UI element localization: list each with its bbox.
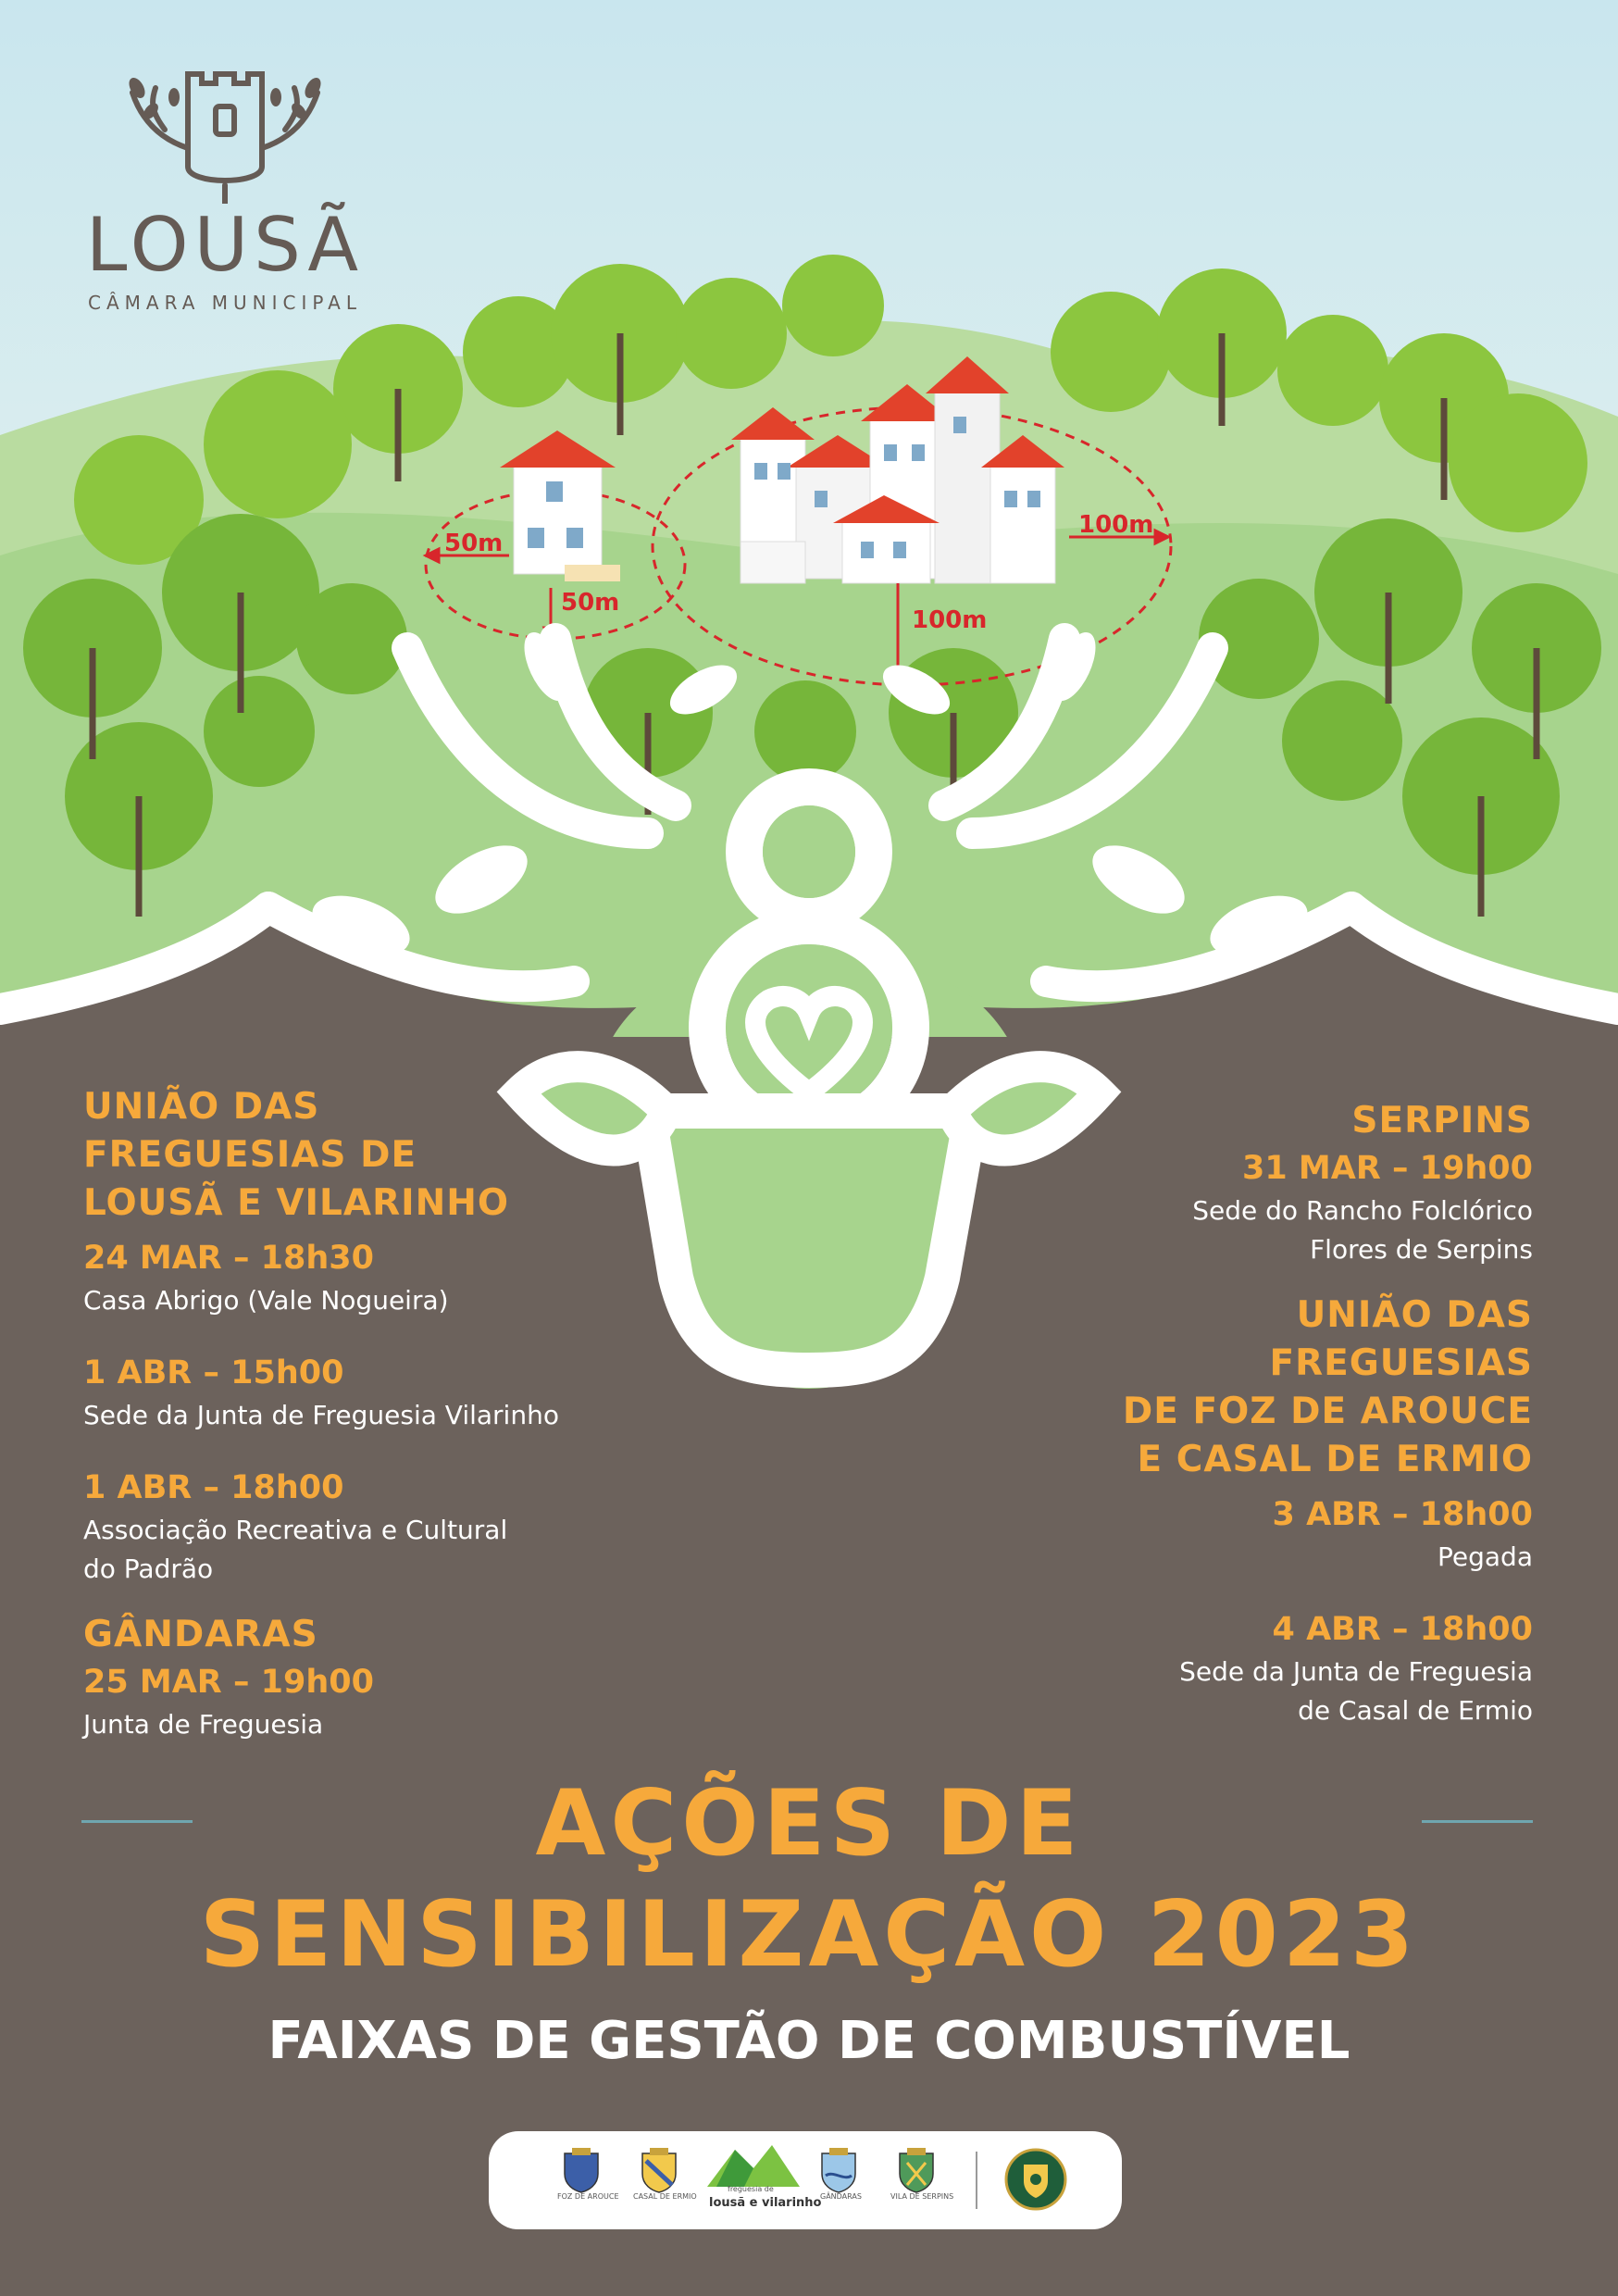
- distance-label-village-right: 100m: [1078, 511, 1154, 539]
- session-date: 3 ABR – 18h00: [1272, 1496, 1533, 1533]
- session-place: Sede da Junta de Freguesia Vilarinho: [83, 1400, 559, 1430]
- region-foz-de-arouce-casal-de-ermio: [1014, 1292, 1533, 1484]
- distance-label-house: 50m: [561, 589, 620, 617]
- main-title-line2: SENSIBILIZAÇÃO 2023: [199, 1882, 1419, 1988]
- session-date: 4 ABR – 18h00: [1272, 1611, 1533, 1648]
- session-date: 31 MAR – 19h00: [1242, 1150, 1533, 1187]
- session-place: do Padrão: [83, 1554, 214, 1584]
- logo-subtitle: CÂMARA MUNICIPAL: [88, 292, 362, 314]
- main-title-line1: AÇÕES DE: [535, 1771, 1083, 1877]
- lousa-vilarinho-mountain-icon: [707, 2140, 800, 2187]
- session-date: 1 ABR – 18h00: [83, 1469, 344, 1506]
- region-line: E CASAL DE ERMIO: [1137, 1439, 1533, 1480]
- region-lousa-vilarinho: [83, 1083, 602, 1228]
- region-line: FREGUESIAS DE: [83, 1134, 417, 1176]
- session-place: Pegada: [1438, 1541, 1533, 1572]
- session-place: Flores de Serpins: [1310, 1234, 1533, 1265]
- session-date: 1 ABR – 15h00: [83, 1354, 344, 1391]
- region-line: LOUSÃ E VILARINHO: [83, 1182, 510, 1224]
- sponsor-vila-de-serpins: VILA DE SERPINS: [890, 2192, 954, 2201]
- sponsor-bar: [489, 2131, 1122, 2229]
- session-place: Associação Recreativa e Cultural: [83, 1515, 508, 1545]
- region-line: SERPINS: [1351, 1100, 1533, 1142]
- schedule-right-column: [1014, 1097, 1533, 1730]
- region-line: UNIÃO DAS: [1296, 1294, 1533, 1336]
- region-serpins: [1014, 1097, 1533, 1145]
- foz-de-arouce-crest-icon: [561, 2148, 602, 2194]
- distance-label-left: 50m: [444, 530, 504, 557]
- session-place: Junta de Freguesia: [83, 1709, 324, 1740]
- sponsor-casal-de-ermio: CASAL DE ERMIO: [633, 2192, 697, 2201]
- sponsor-lousa-vilarinho-small: freguesia de: [728, 2185, 774, 2193]
- sponsor-foz-de-arouce: FOZ DE AROUCE: [557, 2192, 619, 2201]
- region-line: GÂNDARAS: [83, 1614, 318, 1655]
- session-date: 25 MAR – 19h00: [83, 1664, 374, 1701]
- session-date: 24 MAR – 18h30: [83, 1240, 374, 1277]
- region-line: FREGUESIAS: [1269, 1342, 1533, 1384]
- vila-de-serpins-crest-icon: [896, 2148, 937, 2194]
- region-line: UNIÃO DAS: [83, 1086, 320, 1128]
- session-place: Casa Abrigo (Vale Nogueira): [83, 1285, 449, 1316]
- session-place: Sede da Junta de Freguesia: [1179, 1656, 1533, 1687]
- distance-label-village-down: 100m: [912, 606, 988, 634]
- sponsor-lousa-vilarinho: lousã e vilarinho: [709, 2196, 822, 2210]
- session-place: de Casal de Ermio: [1298, 1695, 1533, 1726]
- sponsor-gandaras: GÂNDARAS: [820, 2192, 862, 2201]
- gandaras-crest-icon: [818, 2148, 859, 2194]
- lousa-logo: [72, 65, 378, 314]
- sponsor-divider: [976, 2152, 977, 2209]
- protecao-civil-seal-icon: [1003, 2144, 1068, 2215]
- casal-de-ermio-crest-icon: [639, 2148, 679, 2194]
- castle-tree-icon: [123, 65, 327, 204]
- main-subtitle: FAIXAS DE GESTÃO DE COMBUSTÍVEL: [268, 2011, 1350, 2071]
- logo-name: LOUSÃ: [85, 202, 365, 288]
- schedule-left-column: [83, 1083, 602, 1744]
- region-gandaras: [83, 1611, 602, 1659]
- session-place: Sede do Rancho Folclórico: [1192, 1195, 1533, 1226]
- region-line: DE FOZ DE AROUCE: [1122, 1391, 1533, 1432]
